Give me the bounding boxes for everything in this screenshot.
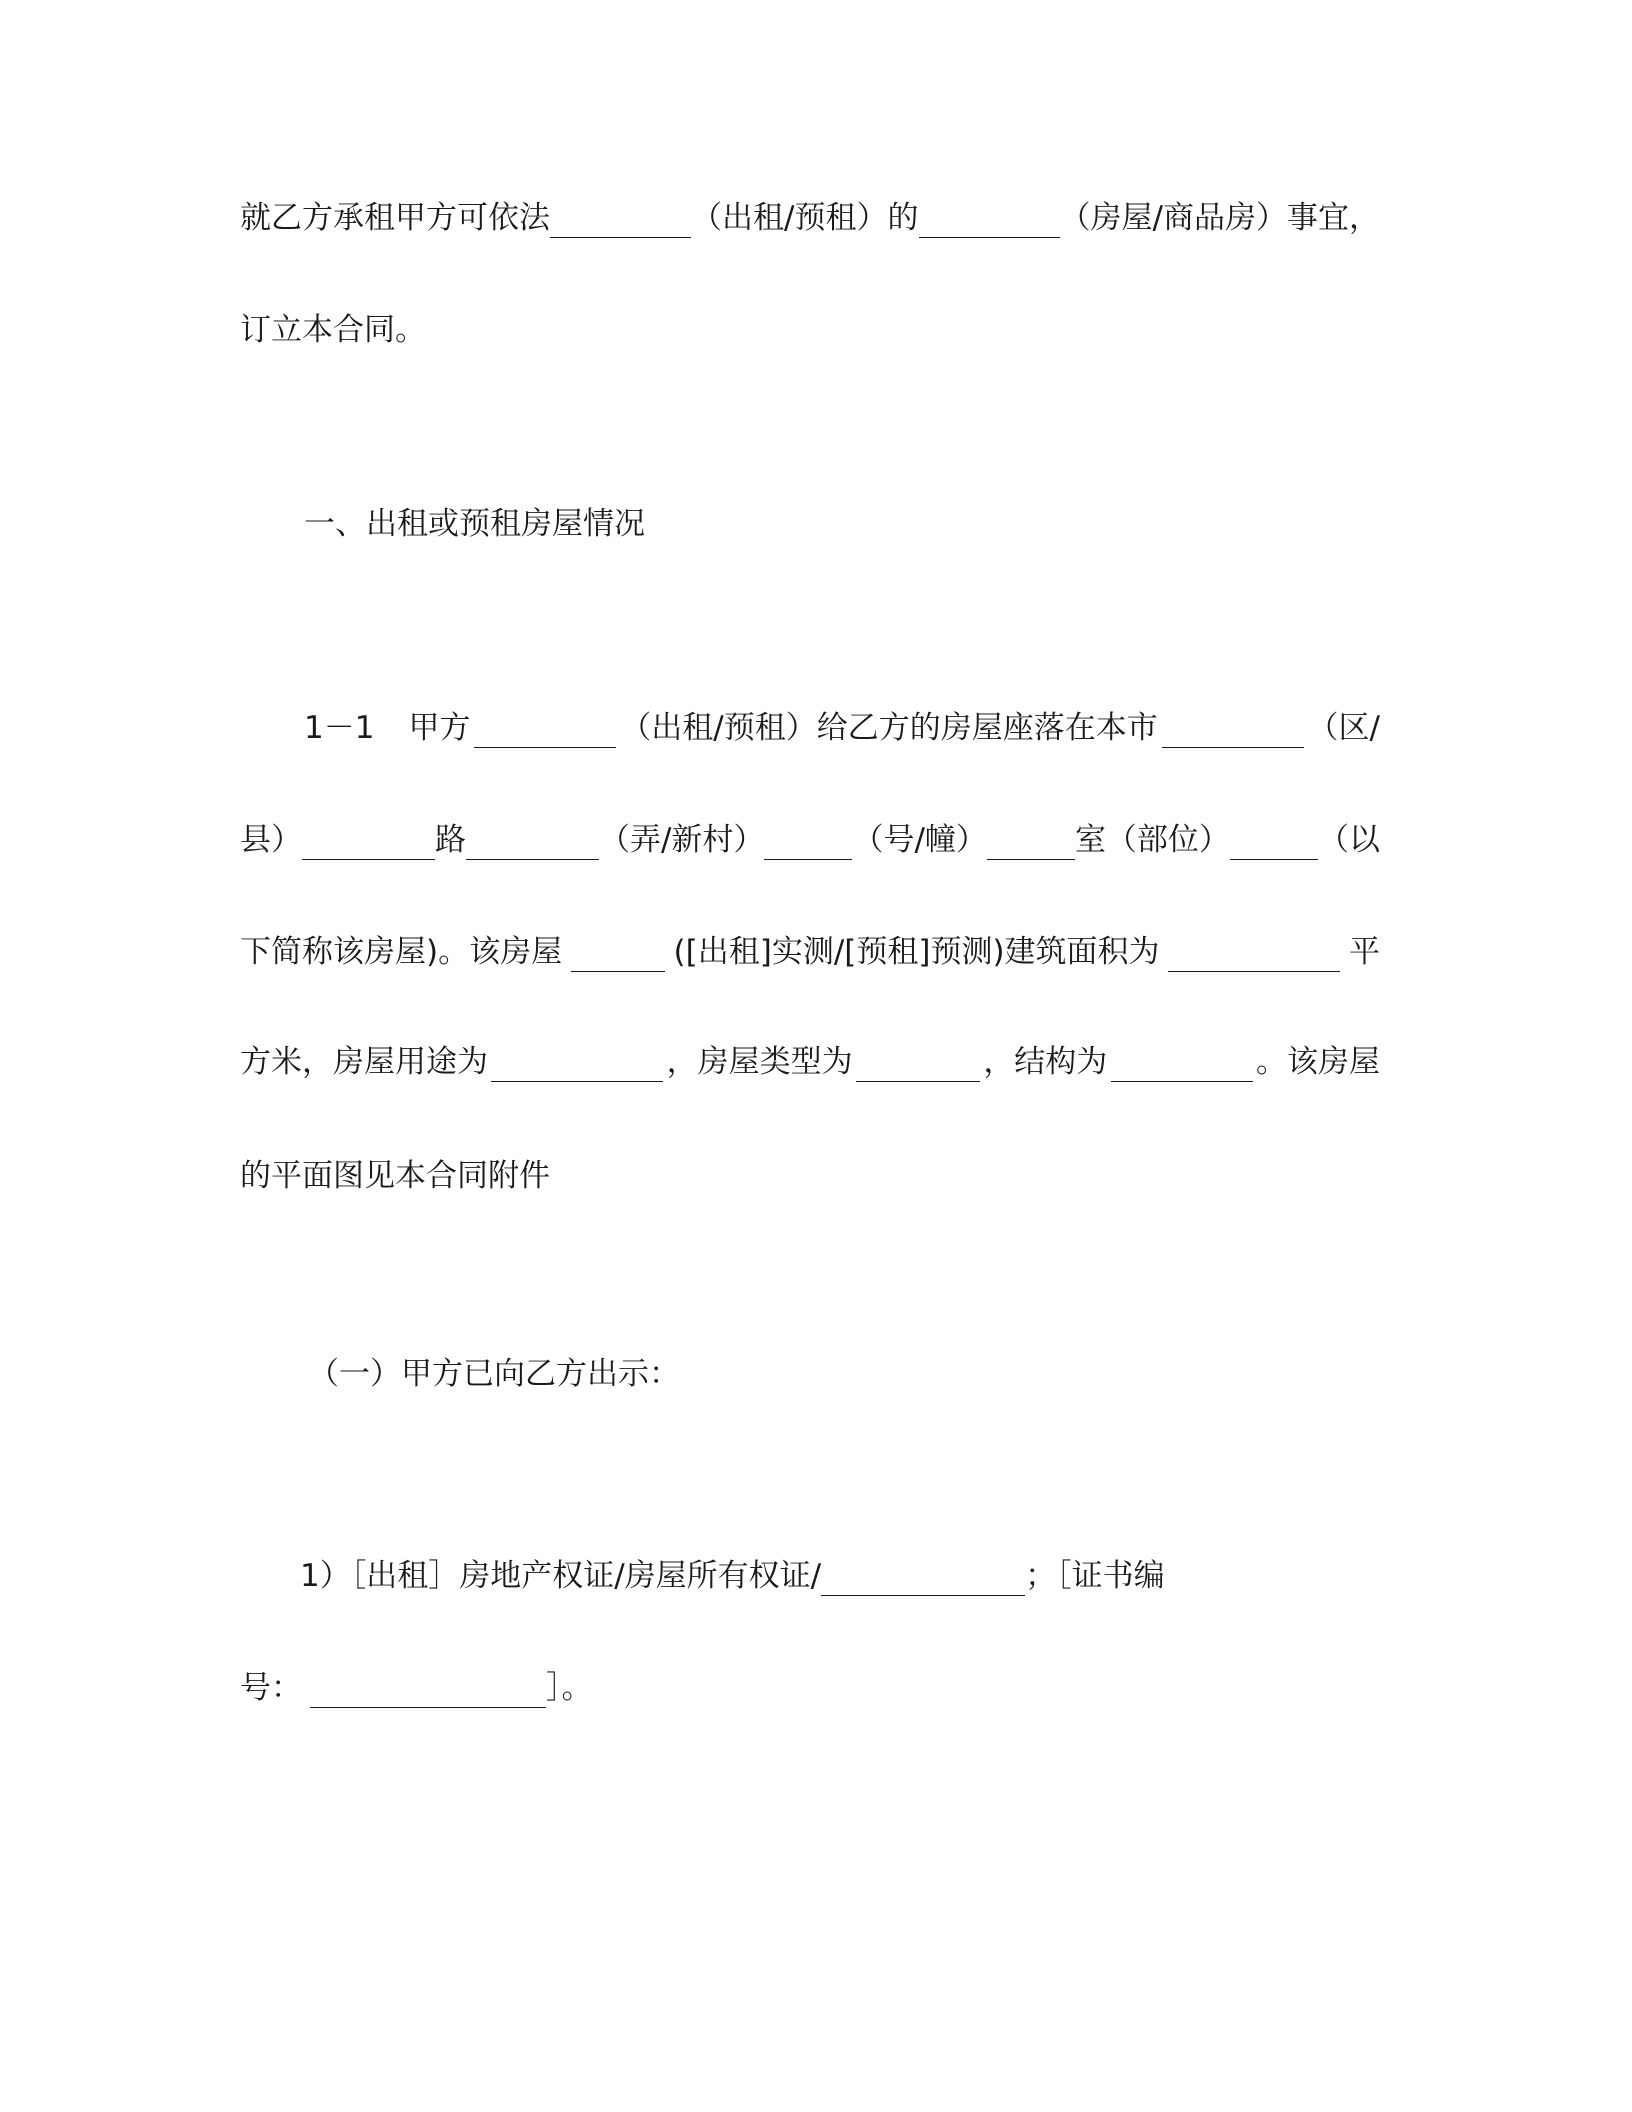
para1-text-3: （房屋/商品房）事宜， bbox=[1059, 200, 1380, 236]
clause-text: 平 bbox=[1348, 934, 1380, 970]
clause-text: ，房屋类型为 bbox=[666, 1044, 853, 1080]
clause-1-1-line5: 的平面图见本合同附件 bbox=[240, 1158, 550, 1194]
blank-field[interactable] bbox=[821, 1561, 1025, 1596]
clause-text: （号/幢） bbox=[852, 822, 987, 858]
clause-text: （出租/预租）给乙方的房屋座落在本市 bbox=[620, 710, 1158, 746]
blank-field[interactable] bbox=[764, 825, 852, 860]
clause-1-1-line2 bbox=[240, 820, 1380, 860]
blank-field[interactable] bbox=[491, 1047, 663, 1082]
clause-text: ，结构为 bbox=[983, 1044, 1108, 1080]
para1-text-2: （出租/预租）的 bbox=[691, 200, 919, 236]
clause-text: 。该房屋 bbox=[1255, 1044, 1380, 1080]
clause-text: 县） bbox=[240, 822, 302, 858]
clause-text: （弄/新村） bbox=[598, 822, 765, 858]
blank-field[interactable] bbox=[919, 203, 1060, 238]
blank-field[interactable] bbox=[1168, 937, 1340, 972]
clause-text: 室（部位） bbox=[1074, 822, 1230, 858]
clause-text: 方米，房屋用途为 bbox=[240, 1044, 488, 1080]
clause-text: 路 bbox=[434, 822, 466, 858]
item-text: 号： bbox=[240, 1670, 302, 1706]
item1-line2 bbox=[240, 1668, 1380, 1708]
para1-line2: 订立本合同。 bbox=[240, 312, 426, 348]
item-text: ；［证书编 bbox=[1025, 1558, 1165, 1594]
clause-text: 下简称该房屋)。该房屋 bbox=[240, 934, 563, 970]
clause-text: （区/ bbox=[1307, 710, 1380, 746]
blank-field[interactable] bbox=[1111, 1047, 1253, 1082]
clause-text: （以 bbox=[1317, 822, 1380, 858]
clause-1-1-line4 bbox=[240, 1042, 1380, 1082]
blank-field[interactable] bbox=[302, 825, 435, 860]
clause-text: ([出租]实测/[预租]预测)建筑面积为 bbox=[673, 934, 1160, 970]
blank-field[interactable] bbox=[987, 825, 1075, 860]
sub-heading: （一）甲方已向乙方出示： bbox=[308, 1356, 680, 1392]
para1-line1 bbox=[240, 198, 1380, 238]
item1-line1 bbox=[300, 1556, 1440, 1596]
item-text: ］。 bbox=[546, 1670, 593, 1706]
blank-field[interactable] bbox=[466, 825, 599, 860]
section-heading: 一、出租或预租房屋情况 bbox=[304, 506, 645, 542]
para1-text-1: 就乙方承租甲方可依法 bbox=[240, 200, 550, 236]
blank-field[interactable] bbox=[550, 203, 691, 238]
blank-field[interactable] bbox=[474, 713, 616, 748]
clause-1-1-line3 bbox=[240, 932, 1380, 972]
blank-field[interactable] bbox=[1230, 825, 1318, 860]
blank-field[interactable] bbox=[856, 1047, 980, 1082]
blank-field[interactable] bbox=[1162, 713, 1304, 748]
clause-number: 1－1 甲方 bbox=[304, 710, 471, 746]
item-text: 1）［出租］房地产权证/房屋所有权证/ bbox=[300, 1558, 822, 1594]
blank-field[interactable] bbox=[571, 937, 665, 972]
clause-1-1-line1 bbox=[304, 708, 1380, 748]
blank-field[interactable] bbox=[310, 1673, 546, 1708]
